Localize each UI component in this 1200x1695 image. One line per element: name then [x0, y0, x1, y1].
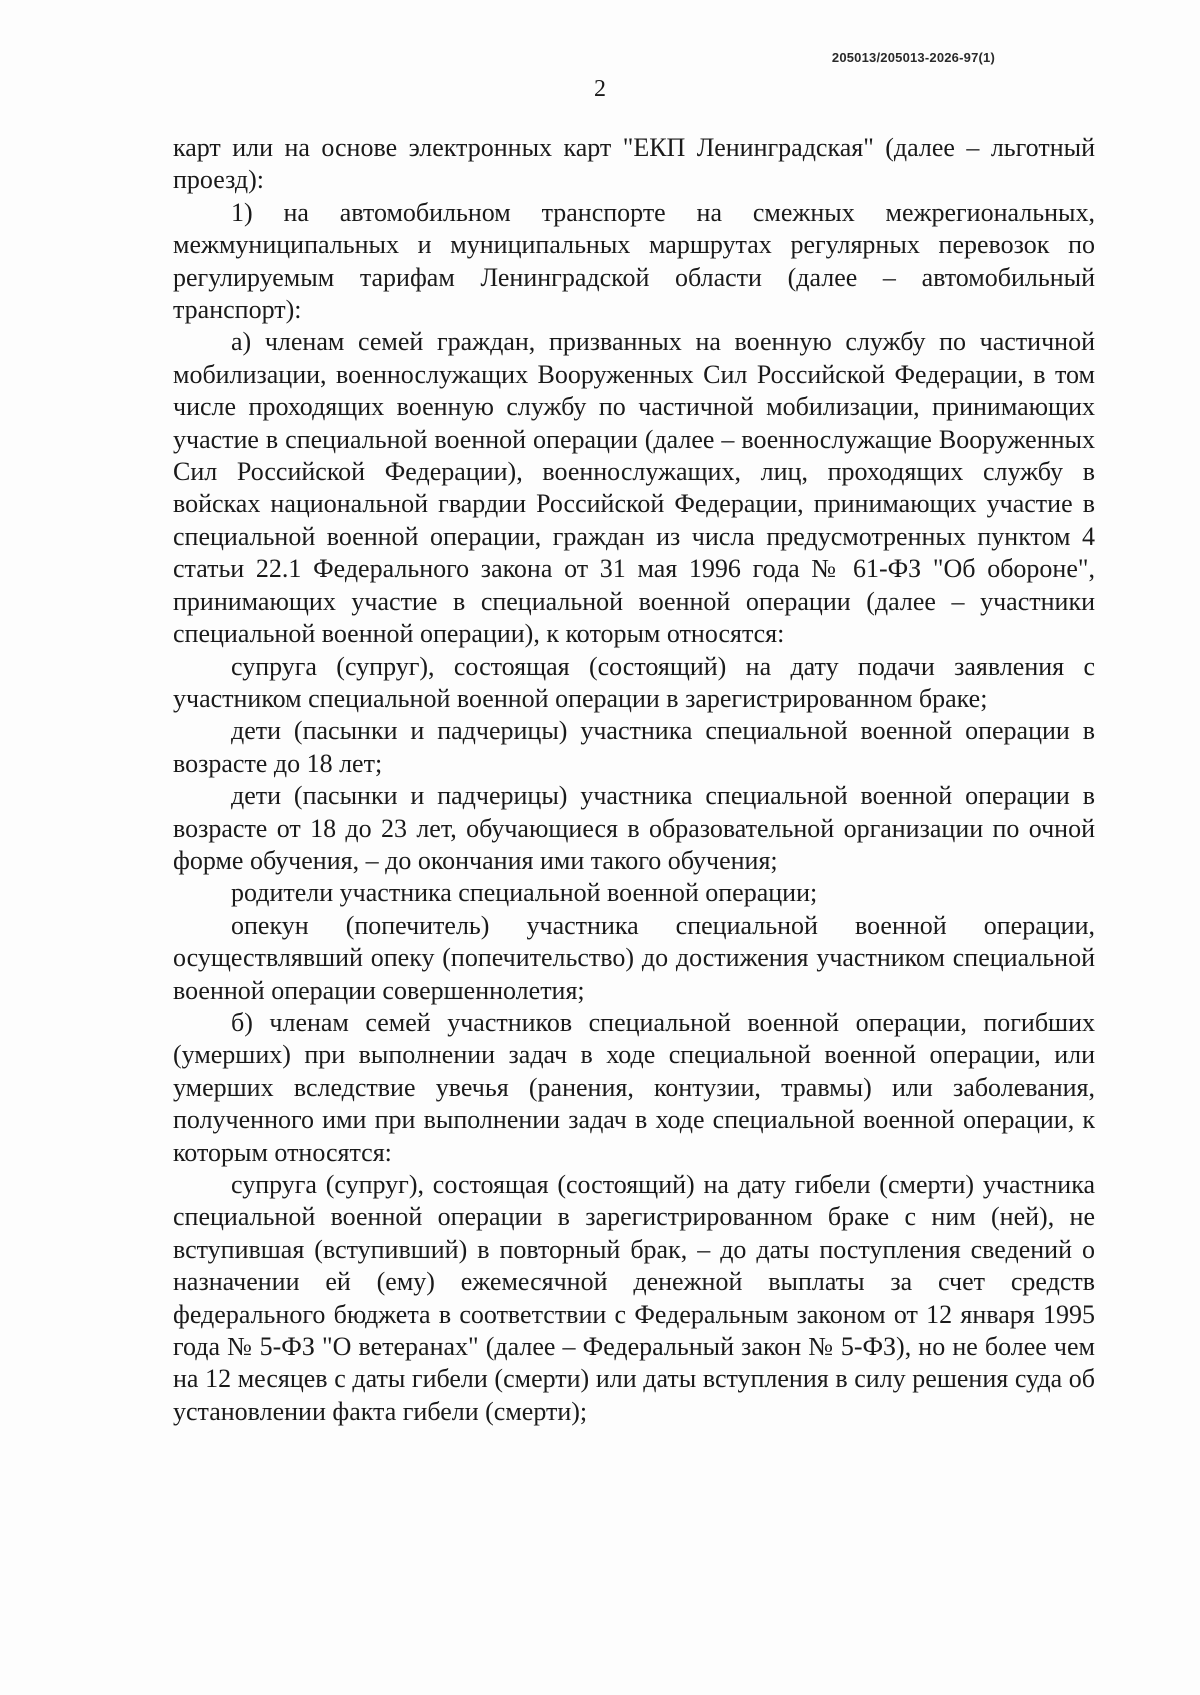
paragraph-widowed-spouse: супруга (супруг), состоящая (состоящий) на дату гибели (смерти) участника специальной военной операции в зарегистрированном браке с ним (ней), не вступившая (вступивший) в повторный брак, – до даты поступления сведений о назначении ей (ему) ежемесячной денежной выплаты за счет средств федерального бюджета в соответствии с Федеральным законом от 12 января 1995 года № 5-ФЗ "О ветеранах" (далее – Федеральный закон № 5-ФЗ), но не более чем на 12 месяцев с даты гибели (смерти) или даты вступления в силу решения суда об установлении факта гибели (смерти);: [173, 1170, 1095, 1426]
paragraph-parents: родители участника специальной военной операции;: [231, 878, 818, 908]
paragraph-item-1: 1) на автомобильном транспорте на смежных межрегиональных, межмуниципальных и муниципальных маршрутах регулярных перевозок по регулируемым тарифам Ленинградской области (далее – автомобильный транспорт):: [173, 197, 1095, 325]
document-body: [173, 132, 1095, 1428]
paragraph-guardian: опекун (попечитель) участника специальной военной операции, осуществлявший опеку (попечительство) до достижения участником специальной военной операции совершеннолетия;: [173, 910, 1095, 1005]
paragraph-children-18-23: дети (пасынки и падчерицы) участника специальной военной операции в возрасте от 18 до 23 лет, обучающиеся в образовательной организации по очной форме обучения, – до окончания ими такого обучения;: [173, 781, 1095, 875]
document-id: 205013/205013-2026-97(1): [831, 50, 995, 65]
paragraph-children-under-18: дети (пасынки и падчерицы) участника специальной военной операции в возрасте до 18 лет;: [173, 716, 1095, 778]
paragraph-subitem-a: а) членам семей граждан, призванных на военную службу по частичной мобилизации, военнослужащих Вооруженных Сил Российской Федерации, в том числе проходящих военную службу по частичной мобилизации, принимающих участие в специальной военной операции (далее – военнослужащие Вооруженных Сил Российской Федерации), военнослужащих, лиц, проходящих службу в войсках национальной гвардии Российской Федерации, принимающих участие в специальной военной операции, граждан из числа предусмотренных пунктом 4 статьи 22.1 Федерального закона от 31 мая 1996 года № 61-ФЗ "Об обороне", принимающих участие в специальной военной операции (далее – участники специальной военной операции), к которым относятся:: [173, 327, 1095, 649]
paragraph-spouse: супруга (супруг), состоящая (состоящий) на дату подачи заявления с участником специальной военной операции в зарегистрированном браке;: [173, 651, 1095, 713]
paragraph-continuation: карт или на основе электронных карт "ЕКП Ленинградская" (далее – льготный проезд):: [173, 133, 1095, 195]
page-number: 2: [594, 76, 606, 102]
paragraph-subitem-b: б) членам семей участников специальной военной операции, погибших (умерших) при выполнении задач в ходе специальной военной операции, или умерших вследствие увечья (ранения, контузии, травмы) или заболевания, полученного ими при выполнении задач в ходе специальной военной операции, к которым относятся:: [173, 1007, 1095, 1167]
